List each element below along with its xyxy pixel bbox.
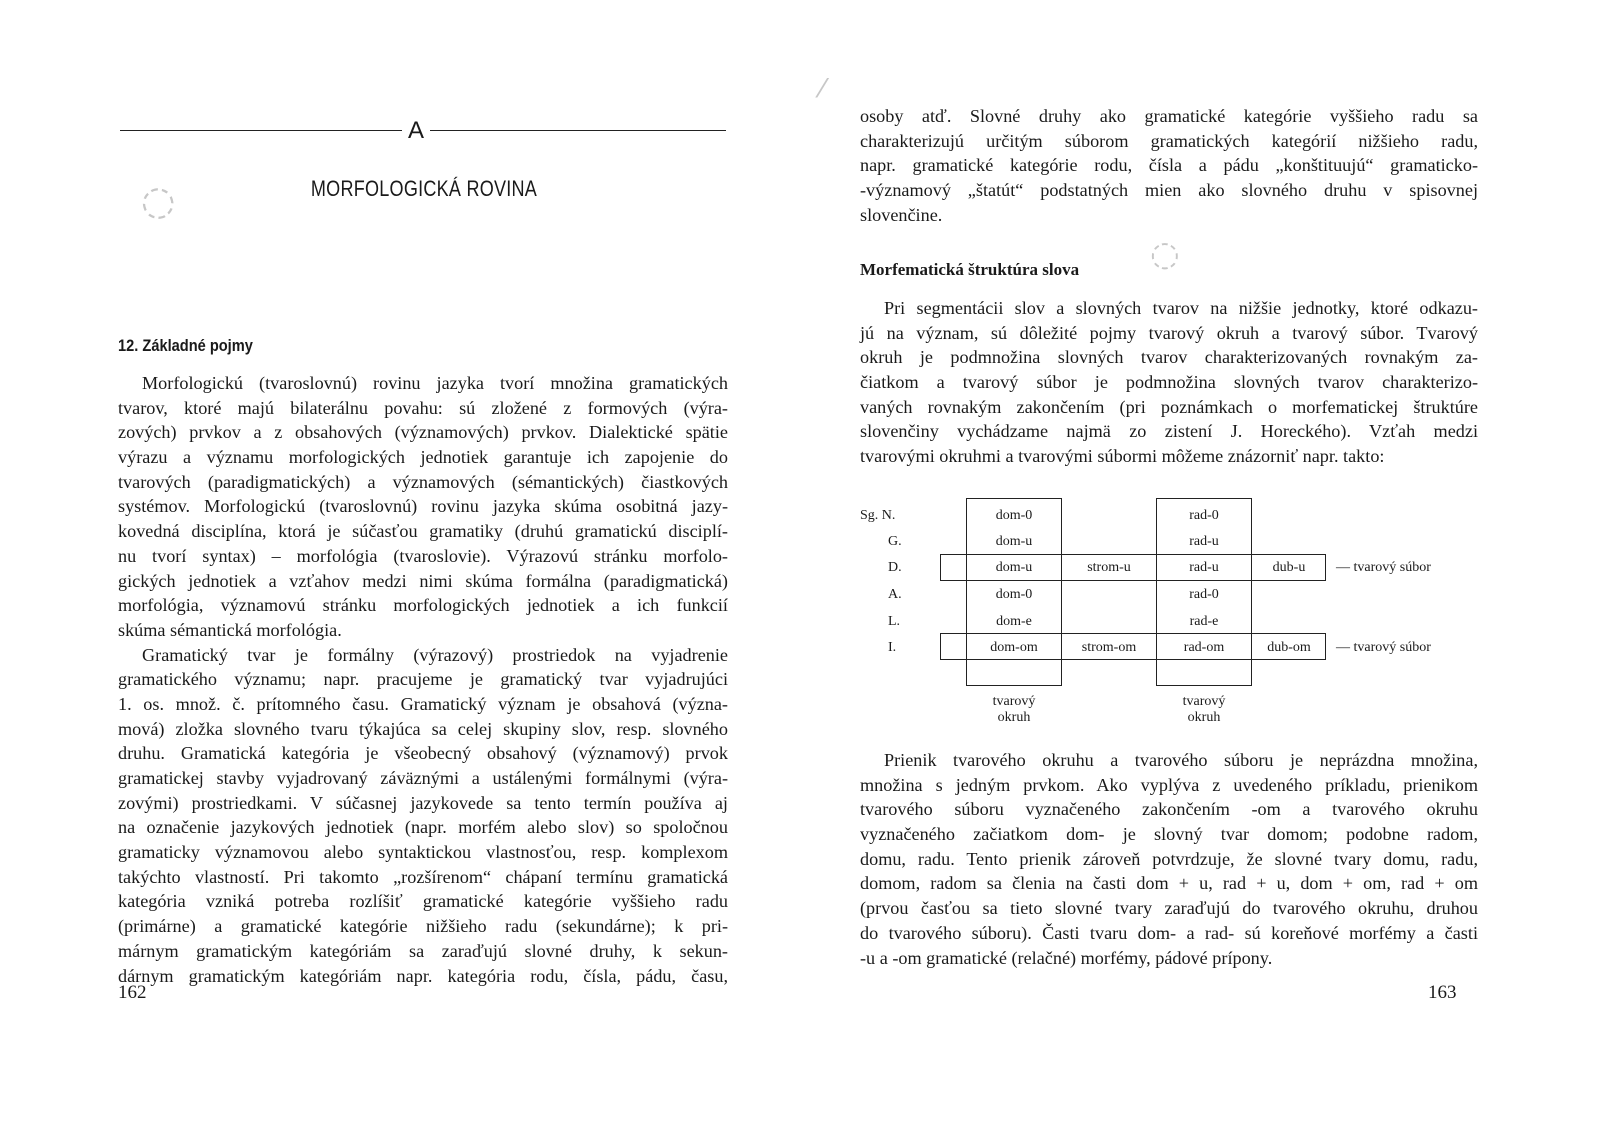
text-line: domom, radom sa členia na časti dom + u, rad + u, dom + om, rad + om bbox=[860, 873, 1478, 894]
text-line: charakterizujú určitým súborom gramatických kategórií nižšieho radu, bbox=[860, 130, 1478, 151]
diagram-cell: dom-u bbox=[995, 534, 1033, 549]
okruh-label bbox=[1156, 694, 1252, 726]
text-line: 1. os. množ. č. prítomného času. Gramatický význam je obsahová (význa- bbox=[118, 693, 728, 714]
text-line: na označenie jazykových jednotiek (napr. morfém alebo slov) so spoločnou bbox=[118, 817, 728, 838]
diagram-cell: dom-u bbox=[995, 560, 1033, 575]
text-line: okruh je podmnožina slovných tvarov charakterizovaných rovnakým za- bbox=[860, 347, 1478, 368]
text-line: zových) prvkov a z obsahových (významových) prvkov. Dialektické spätie bbox=[118, 422, 728, 443]
text-line: tvarovými okruhmi a tvarovými súbormi môžeme znázorniť napr. takto: bbox=[860, 446, 1385, 467]
text-line: vyznačeného začiatkom dom- je slovný tvar domom; podobne radom, bbox=[860, 824, 1478, 845]
subheading: Morfematická štruktúra slova bbox=[860, 260, 1080, 279]
text-line: slovenčiny vychádzame najmä zo zistení J. Horeckého). Vzťah medzi bbox=[860, 421, 1478, 442]
text-line: (primárne) a gramatické kategórie nižšieho radu (sekundárne); k pri- bbox=[118, 916, 728, 937]
text-line: zovými) prostriedkami. V súčasnej jazykovede sa tento termín používa aj bbox=[118, 792, 728, 813]
diagram-cell: rad-om bbox=[1183, 640, 1225, 655]
text-line: množina s jedným prvkom. Ako vyplýva z uvedeného príkladu, prienikom bbox=[860, 774, 1478, 795]
diagram-cell: rad-0 bbox=[1189, 508, 1219, 523]
subor-label: — tvarový súbor bbox=[1336, 640, 1431, 655]
diagram-cell: dom-0 bbox=[995, 587, 1033, 602]
text-line: gických jednotiek a vzťahov medzi nimi skúma formálna (paradigmatická) bbox=[118, 570, 728, 591]
text-line: druhu. Gramatická kategória je všeobecný obsahový (významový) prvok bbox=[118, 743, 728, 764]
okruh-label-line: okruh bbox=[1187, 710, 1221, 725]
case-label: L. bbox=[888, 614, 901, 629]
section-header bbox=[120, 117, 728, 144]
diagram-cell: strom-om bbox=[1081, 640, 1137, 655]
right-bottom-text bbox=[860, 748, 1478, 970]
rule-left bbox=[120, 130, 402, 131]
text-line: napr. gramatické kategórie rodu, čísla a pádu „konštituujú“ gramaticko- bbox=[860, 155, 1478, 176]
page-number: 163 bbox=[1428, 982, 1457, 1003]
diagram-cell: dom-e bbox=[996, 614, 1032, 629]
text-line: takýchto vlastností. Pri takomto „rozšírenom“ chápaní termínu gramatická bbox=[118, 866, 728, 887]
text-line: kovedná disciplína, ktorá je súčasťou gramatiky (druhú gramatickú disciplí- bbox=[118, 521, 728, 542]
case-label: I. bbox=[888, 640, 897, 655]
subor-label: — tvarový súbor bbox=[1336, 560, 1431, 575]
okruh-label bbox=[966, 694, 1062, 726]
left-page bbox=[0, 0, 790, 1133]
case-label: Sg. N. bbox=[860, 508, 896, 523]
text-line: výrazu a významu morfologických jednotiek garantuje ich zapojenie do bbox=[118, 447, 728, 468]
text-line: skúma sémantická morfológia. bbox=[118, 619, 342, 640]
text-line: nu tvorí syntax) – morfológia (tvaroslovie). Výrazovú stránku morfolo- bbox=[118, 545, 728, 566]
text-line: domu, radu. Tento prienik zároveň potvrdzuje, že slovné tvary domu, radu, bbox=[860, 848, 1478, 869]
case-label: G. bbox=[888, 534, 902, 549]
text-line: gramaticky významovou alebo syntaktickou vlastnosťou, resp. komplexom bbox=[118, 842, 728, 863]
section-title: MORFOLOGICKÁ ROVINA bbox=[310, 176, 538, 201]
pencil-annotation-icon: ◌ bbox=[134, 174, 181, 228]
text-line: jú na význam, sú dôležité pojmy tvarový okruh a tvarový súbor. Tvarový bbox=[860, 322, 1478, 343]
case-label: A. bbox=[888, 587, 902, 602]
okruh-label-line: tvarový bbox=[1182, 694, 1226, 709]
right-top-text bbox=[860, 104, 1478, 227]
diagram-cell: rad-u bbox=[1189, 534, 1219, 549]
text-line: osoby atď. Slovné druhy ako gramatické kategórie vyššieho radu sa bbox=[860, 106, 1478, 126]
diagram-cell: dom-0 bbox=[995, 508, 1033, 523]
section-letter: A bbox=[407, 117, 424, 144]
text-line: mová) zložka slovného tvaru týkajúca sa celej skupiny slov, resp. slovného bbox=[118, 718, 728, 739]
diagram-cell: rad-u bbox=[1189, 560, 1219, 575]
text-line: tvarových (paradigmatických) a významových (sémantických) čiastkových bbox=[118, 471, 728, 492]
left-body-text bbox=[118, 371, 728, 988]
text-line: Gramatický tvar je formálny (výrazový) prostriedok na vyjadrenie bbox=[142, 644, 728, 665]
text-line: márnym gramatickým kategóriám sa zaraďujú slovné druhy, k sekun- bbox=[118, 940, 728, 961]
text-line: dárnym gramatickým kategóriám napr. kategória rodu, čísla, pádu, času, bbox=[118, 965, 728, 986]
okruh-label-line: okruh bbox=[997, 710, 1031, 725]
right-page bbox=[820, 0, 1600, 1133]
morpheme-diagram bbox=[850, 490, 1490, 730]
text-line: tvarov, ktoré majú bilaterálnu povahu: sú zložené z formových (výra- bbox=[118, 397, 728, 418]
chapter-heading: 12. Základné pojmy bbox=[118, 336, 253, 355]
text-line: (prvou časťou sa tieto slovné tvary zaraďujú do tvarového okruhu, druhou bbox=[860, 898, 1478, 919]
right-mid-text bbox=[860, 296, 1478, 469]
text-line: Pri segmentácii slov a slovných tvarov na nižšie jednotky, ktoré odkazu- bbox=[884, 298, 1478, 318]
text-line: kategória vzniká potreba rozlíšiť gramatické kategórie vyššieho radu bbox=[118, 891, 728, 912]
pencil-annotation-icon: ◌ bbox=[1150, 234, 1180, 274]
diagram-cell: rad-e bbox=[1189, 614, 1219, 629]
text-line: Morfologickú (tvaroslovnú) rovinu jazyka tvorí množina gramatických bbox=[142, 373, 728, 393]
text-line: Prienik tvarového okruhu a tvarového súboru je neprázdna množina, bbox=[884, 750, 1478, 770]
text-line: systémov. Morfologickú (tvaroslovnú) rovinu jazyka skúma osobitná jazy- bbox=[118, 496, 728, 517]
text-line: morfológia, významovú stránku morfologických jednotiek a ich funkcií bbox=[118, 595, 728, 616]
diagram-cell: rad-0 bbox=[1189, 587, 1219, 602]
text-line: slovenčine. bbox=[860, 204, 943, 225]
text-line: -u a -om gramatické (relačné) morfémy, pádové prípony. bbox=[860, 947, 1273, 968]
rule-right bbox=[430, 130, 726, 131]
diagram-cell: dom-om bbox=[990, 640, 1038, 655]
text-line: do tvarového súboru). Časti tvaru dom- a rad- sú koreňové morfémy a časti bbox=[860, 922, 1478, 943]
case-label: D. bbox=[888, 560, 902, 575]
text-line: tvarového súboru vyznačeného zakončením -om a tvarového okruhu bbox=[860, 799, 1478, 820]
okruh-label-line: tvarový bbox=[992, 694, 1036, 709]
text-line: -významový „štatút“ podstatných mien ako slovného druhu v spisovnej bbox=[860, 180, 1478, 201]
diagram-cell: dub-om bbox=[1267, 640, 1311, 655]
text-line: gramatickej stavby vyjadrovaný záväznými a ustálenými formálnymi (výra- bbox=[118, 768, 728, 788]
page-number: 162 bbox=[118, 982, 147, 1003]
text-line: gramatického významu; napr. pracujeme je gramatický tvar vyjadrujúci bbox=[118, 669, 728, 690]
text-line: čiatkom a tvarový súbor je podmnožina slovných tvarov charakterizo- bbox=[860, 372, 1478, 393]
diagram-cell: strom-u bbox=[1087, 560, 1131, 575]
pencil-annotation-icon: ⁄ bbox=[820, 74, 825, 104]
text-line: vaných rovnakým zakončením (pri poznámkach o morfematickej štruktúre bbox=[860, 396, 1478, 417]
diagram-cell: dub-u bbox=[1272, 560, 1306, 575]
